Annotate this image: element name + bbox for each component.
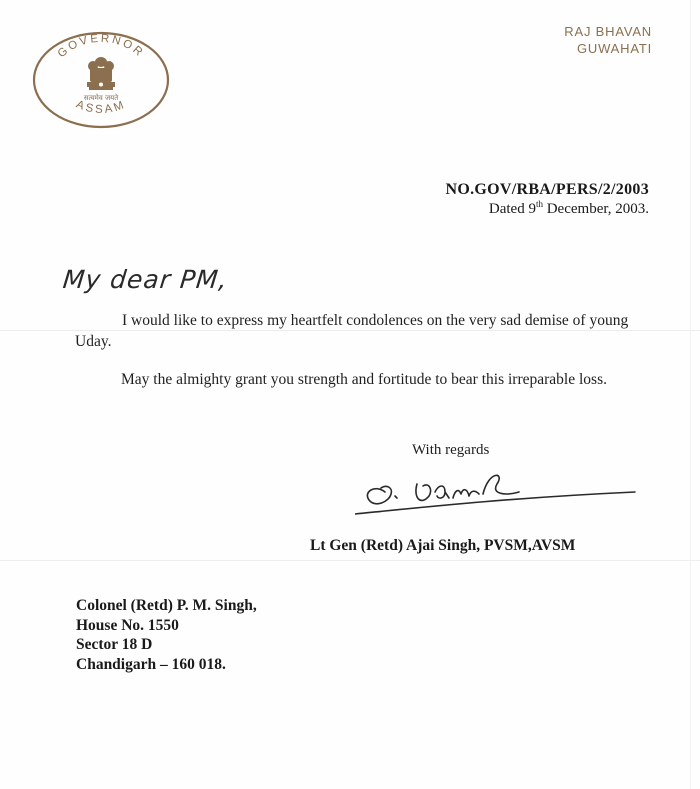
reference-date	[369, 200, 649, 218]
recipient-address	[76, 596, 257, 674]
seal-bottom-text: ASSAM	[74, 98, 128, 116]
letterhead-line1: RAJ BHAVAN	[564, 24, 652, 39]
lion-capital-icon	[87, 57, 115, 90]
date-ordinal: th	[535, 199, 543, 209]
recipient-line3: Sector 18 D	[76, 636, 153, 653]
seal-motto: सत्यमेव जयते	[83, 94, 119, 102]
svg-text:GOVERNOR	[56, 33, 147, 60]
closing-regards: With regards	[412, 442, 490, 458]
recipient-line4: Chandigarh – 160 018.	[76, 655, 226, 673]
governor-seal-icon	[31, 30, 171, 130]
fold-line	[0, 560, 700, 561]
date-prefix: Dated 9	[488, 201, 536, 217]
recipient-line2: House No. 1550	[76, 616, 179, 634]
signatory-name: Lt Gen (Retd) Ajai Singh, PVSM,AVSM	[310, 537, 576, 554]
body-paragraph-1: I would like to express my heartfelt condolences on the very sad demise of young Uday.	[75, 312, 629, 350]
reference-number: NO.GOV/RBA/PERS/2/2003	[445, 181, 649, 198]
letterhead-line2: GUWAHATI	[576, 41, 652, 56]
date-rest: December, 2003.	[542, 201, 649, 217]
handwritten-signature	[355, 462, 640, 527]
body-paragraph-2: May the almighty grant you strength and fortitude to bear this irreparable loss.	[121, 371, 607, 388]
salutation: My dear PM,	[61, 265, 230, 294]
reference-block	[369, 180, 649, 218]
fold-line	[690, 0, 691, 789]
recipient-line1: Colonel (Retd) P. M. Singh,	[76, 597, 257, 614]
letterhead-address	[522, 23, 652, 57]
seal-top-text: GOVERNOR	[55, 32, 147, 61]
